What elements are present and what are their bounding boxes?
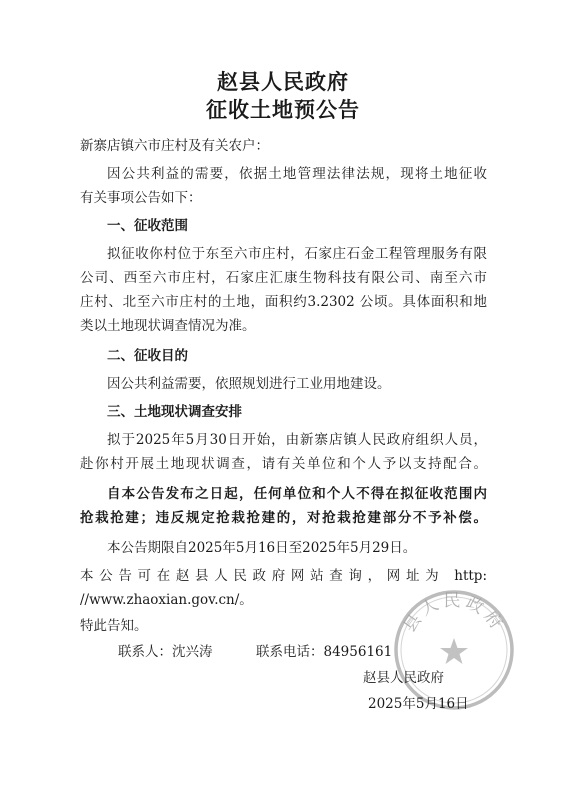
website-line2: //www.zhaoxian.gov.cn/。 — [80, 592, 253, 608]
section1-line1: 拟征收你村位于东至六市庄村，石家庄石金工程管理服务有限 — [107, 246, 487, 262]
contact-person: 联系人：沈兴涛 — [118, 644, 213, 660]
closing-text: 特此告知。 — [80, 618, 148, 634]
intro-line2: 有关事项公告如下： — [80, 190, 202, 206]
issue-date: 2025年5月16日 — [368, 696, 469, 712]
section2-heading: 二、征收目的 — [107, 348, 188, 364]
section1-heading: 一、征收范围 — [107, 218, 188, 234]
intro-line1: 因公共利益的需要，依据土地管理法律法规，现将土地征收 — [107, 166, 487, 182]
document-title-line1: 赵县人民政府 — [217, 69, 349, 94]
seal-star-icon — [440, 638, 468, 664]
section3-line2: 赴你村开展土地现状调查，请有关单位和个人予以支持配合。 — [80, 456, 487, 472]
issuer-name: 赵县人民政府 — [363, 670, 444, 686]
document-title-line2: 征收土地预公告 — [206, 97, 360, 122]
section1-line2: 公司、西至六市庄村，石家庄汇康生物科技有限公司、南至六市 — [80, 270, 487, 286]
seal-text: 县人民政府 — [399, 591, 509, 637]
section1-line4: 类以土地现状调查情况为准。 — [80, 318, 256, 334]
addressee: 新寨店镇六市庄村及有关农户： — [80, 138, 269, 154]
svg-text:县人民政府 — [400, 591, 509, 636]
website-line1: 本公告可在赵县人民政府网站查询，网址为 http: — [80, 568, 487, 584]
warning-line1: 自本公告发布之日起，任何单位和个人不得在拟征收范围内 — [107, 486, 487, 502]
period-line: 本公告期限自2025年5月16日至2025年5月29日。 — [107, 540, 417, 556]
section1-line3: 庄村、北至六市庄村的土地，面积约3.2302 公顷。具体面积和地 — [80, 294, 487, 310]
section3-line1: 拟于2025年5月30日开始，由新寨店镇人民政府组织人员， — [107, 432, 487, 448]
section2-line1: 因公共利益需要，依照规划进行工业用地建设。 — [107, 376, 391, 392]
contact-phone: 联系电话：84956161 — [256, 644, 393, 660]
warning-line2: 抢栽抢建；违反规定抢栽抢建的，对抢栽抢建部分不予补偿。 — [80, 510, 487, 526]
section3-heading: 三、土地现状调查安排 — [107, 404, 242, 420]
